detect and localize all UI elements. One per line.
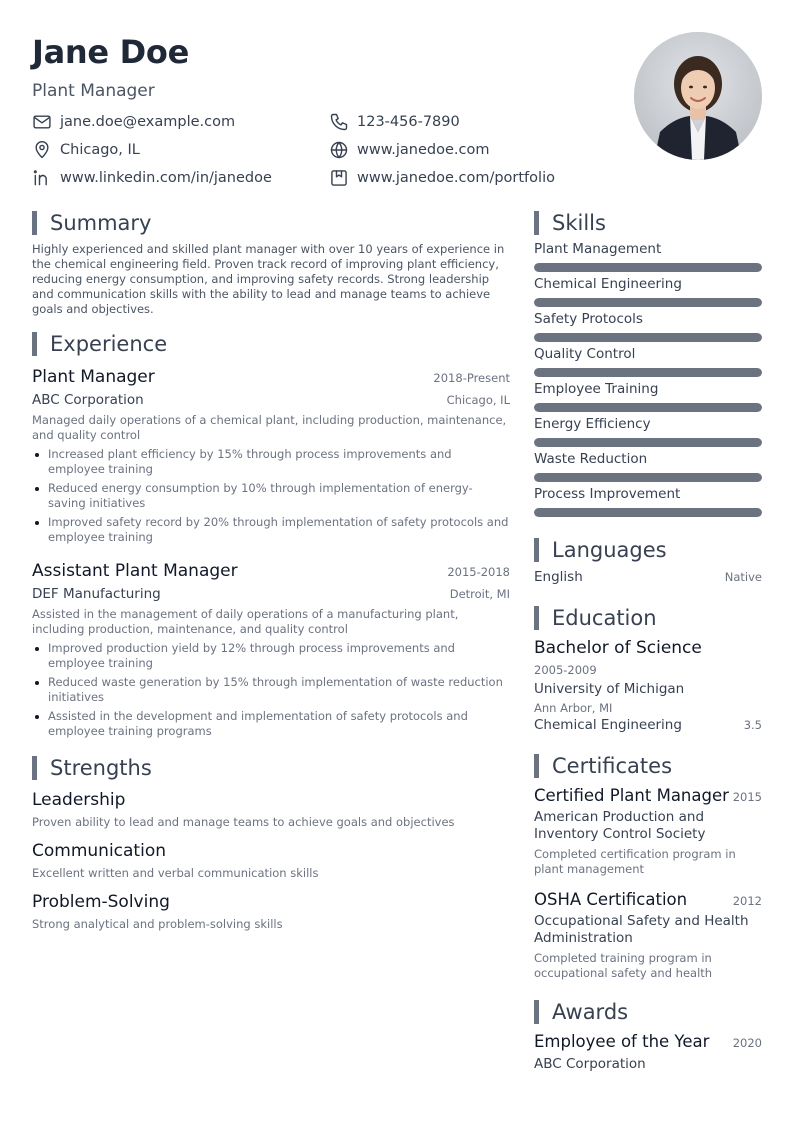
location-icon xyxy=(32,140,52,160)
skill-level-fill xyxy=(534,333,762,342)
skills-section xyxy=(534,210,762,517)
skills-heading-text: Skills xyxy=(552,211,606,235)
summary-heading xyxy=(32,210,510,236)
certificate-description: Completed training program in occupational safety and health xyxy=(534,951,713,980)
skill-level-fill xyxy=(534,473,762,482)
education-gpa: 3.5 xyxy=(743,718,762,732)
awards-section xyxy=(534,999,762,1074)
job-description: Assisted in the management of daily operations of a manufacturing plant, including production, maintenance, and quality control xyxy=(32,607,459,636)
candidate-name: Jane Doe xyxy=(32,33,189,71)
achievement-item: Increased plant efficiency by 15% through process improvements and employee training xyxy=(32,447,510,477)
strengths-section xyxy=(32,755,510,932)
strength-name: Leadership xyxy=(32,790,126,810)
skill-level-fill xyxy=(534,263,762,272)
skill-item xyxy=(534,345,762,377)
skill-level-bar xyxy=(534,298,762,307)
contact-linkedin[interactable] xyxy=(32,168,329,188)
certificate-item xyxy=(534,785,762,877)
globe-icon xyxy=(329,140,349,160)
skill-level-fill xyxy=(534,438,762,447)
education-school: University of Michigan xyxy=(534,681,685,697)
education-heading-text: Education xyxy=(552,606,657,630)
certificate-item xyxy=(534,889,762,981)
certificate-name: Certified Plant Manager xyxy=(534,786,729,805)
skills-list xyxy=(534,240,762,517)
skill-level-bar xyxy=(534,508,762,517)
candidate-title: Plant Manager xyxy=(32,81,155,101)
skill-item xyxy=(534,240,762,272)
section-accent-bar xyxy=(32,756,37,780)
skill-item xyxy=(534,485,762,517)
certificate-year: 2012 xyxy=(732,894,762,908)
skill-name: Quality Control xyxy=(534,346,636,362)
job-entry xyxy=(32,365,510,545)
certificates-heading-text: Certificates xyxy=(552,754,673,778)
achievement-item: Reduced energy consumption by 10% through implementation of energy-saving initiatives xyxy=(32,481,510,511)
certificate-issuer: American Production and Inventory Control Society xyxy=(534,809,706,842)
certificate-name: OSHA Certification xyxy=(534,890,688,909)
education-field: Chemical Engineering xyxy=(534,717,682,733)
certificate-description: Completed certification program in plant management xyxy=(534,847,736,876)
strength-name: Problem-Solving xyxy=(32,892,170,912)
skill-level-bar xyxy=(534,473,762,482)
contact-phone-text: 123-456-7890 xyxy=(357,114,460,130)
skill-level-bar xyxy=(534,368,762,377)
summary-heading-text: Summary xyxy=(50,211,152,235)
left-column xyxy=(32,210,510,932)
section-accent-bar xyxy=(534,606,539,630)
skill-item xyxy=(534,380,762,412)
experience-heading xyxy=(32,331,510,357)
experience-heading-text: Experience xyxy=(50,332,168,356)
certificate-year: 2015 xyxy=(732,790,762,804)
achievement-item: Improved production yield by 12% through process improvements and employee training xyxy=(32,641,510,671)
award-issuer: ABC Corporation xyxy=(534,1056,646,1072)
skill-item xyxy=(534,310,762,342)
resume-header xyxy=(32,30,632,200)
education-location: Ann Arbor, MI xyxy=(534,701,613,715)
languages-heading-text: Languages xyxy=(552,538,667,562)
skill-item xyxy=(534,415,762,447)
job-role: Plant Manager xyxy=(32,367,155,387)
summary-section xyxy=(32,210,510,317)
section-accent-bar xyxy=(32,332,37,356)
job-role: Assistant Plant Manager xyxy=(32,561,238,581)
job-date: 2015-2018 xyxy=(447,565,510,579)
skill-name: Energy Efficiency xyxy=(534,416,651,432)
award-name: Employee of the Year xyxy=(534,1032,710,1051)
awards-heading xyxy=(534,999,762,1025)
contact-portfolio[interactable] xyxy=(329,168,629,188)
strength-item xyxy=(32,840,510,881)
language-item xyxy=(534,569,762,585)
contact-website[interactable] xyxy=(329,140,629,160)
skills-heading xyxy=(534,210,762,236)
skill-name: Plant Management xyxy=(534,241,662,257)
language-level: Native xyxy=(724,570,762,584)
contact-location-text: Chicago, IL xyxy=(60,142,140,158)
skill-name: Process Improvement xyxy=(534,486,681,502)
contact-email-text: jane.doe@example.com xyxy=(60,114,236,130)
strength-item xyxy=(32,891,510,932)
contact-website-text: www.janedoe.com xyxy=(357,142,490,158)
skill-level-fill xyxy=(534,298,762,307)
phone-icon xyxy=(329,112,349,132)
awards-heading-text: Awards xyxy=(552,1000,629,1024)
section-accent-bar xyxy=(534,1000,539,1024)
skill-name: Chemical Engineering xyxy=(534,276,682,292)
skill-level-fill xyxy=(534,403,762,412)
job-location: Detroit, MI xyxy=(449,587,510,601)
education-years: 2005-2009 xyxy=(534,663,597,677)
contact-phone[interactable] xyxy=(329,112,629,132)
strength-item xyxy=(32,789,510,830)
portfolio-icon xyxy=(329,168,349,188)
contact-location xyxy=(32,140,329,160)
job-achievements xyxy=(32,447,510,545)
education-section xyxy=(534,605,762,733)
job-company: DEF Manufacturing xyxy=(32,586,161,602)
education-degree: Bachelor of Science xyxy=(534,638,702,658)
education-heading xyxy=(534,605,762,631)
award-item xyxy=(534,1031,762,1074)
skill-level-bar xyxy=(534,333,762,342)
skill-level-fill xyxy=(534,508,762,517)
section-accent-bar xyxy=(534,538,539,562)
skill-name: Employee Training xyxy=(534,381,659,397)
right-column xyxy=(534,210,762,1074)
skill-name: Waste Reduction xyxy=(534,451,648,467)
certificates-heading xyxy=(534,753,762,779)
profile-photo-illustration xyxy=(634,32,762,160)
strength-description: Proven ability to lead and manage teams to achieve goals and objectives xyxy=(32,815,455,829)
certificate-issuer: Occupational Safety and Health Administration xyxy=(534,913,749,946)
contact-email[interactable] xyxy=(32,112,329,132)
mail-icon xyxy=(32,112,52,132)
profile-photo xyxy=(634,32,762,160)
experience-section xyxy=(32,331,510,739)
job-company: ABC Corporation xyxy=(32,392,144,408)
skill-item xyxy=(534,275,762,307)
achievement-item: Reduced waste generation by 15% through implementation of waste reduction initiatives xyxy=(32,675,510,705)
achievement-item: Assisted in the development and implementation of safety protocols and employee training programs xyxy=(32,709,510,739)
skill-name: Safety Protocols xyxy=(534,311,643,327)
language-name: English xyxy=(534,569,583,585)
award-year: 2020 xyxy=(732,1036,762,1050)
section-accent-bar xyxy=(32,211,37,235)
skill-level-bar xyxy=(534,403,762,412)
skill-item xyxy=(534,450,762,482)
strength-description: Excellent written and verbal communication skills xyxy=(32,866,319,880)
contact-info xyxy=(32,112,632,188)
strength-description: Strong analytical and problem-solving skills xyxy=(32,917,283,931)
certificates-section xyxy=(534,753,762,981)
skill-level-bar xyxy=(534,438,762,447)
skill-level-fill xyxy=(534,368,762,377)
job-description: Managed daily operations of a chemical plant, including production, maintenance, and quality control xyxy=(32,413,507,442)
job-achievements xyxy=(32,641,510,739)
languages-section xyxy=(534,537,762,585)
section-accent-bar xyxy=(534,211,539,235)
skill-level-bar xyxy=(534,263,762,272)
section-accent-bar xyxy=(534,754,539,778)
strengths-heading-text: Strengths xyxy=(50,756,152,780)
strengths-heading xyxy=(32,755,510,781)
contact-portfolio-text: www.janedoe.com/portfolio xyxy=(357,170,555,186)
contact-linkedin-text: www.linkedin.com/in/janedoe xyxy=(60,170,272,186)
job-date: 2018-Present xyxy=(433,371,510,385)
languages-heading xyxy=(534,537,762,563)
job-entry xyxy=(32,559,510,739)
linkedin-icon xyxy=(32,168,52,188)
strength-name: Communication xyxy=(32,841,166,861)
job-location: Chicago, IL xyxy=(446,393,510,407)
summary-text: Highly experienced and skilled plant manager with over 10 years of experience in the chemical engineering field. Proven track record of improving plant efficiency, reducing energy consumption, and improving safety records. Strong leadership and communication skills with the ability to lead and manage teams to achieve goals and objectives. xyxy=(32,242,505,316)
achievement-item: Improved safety record by 20% through implementation of safety protocols and employee training xyxy=(32,515,510,545)
